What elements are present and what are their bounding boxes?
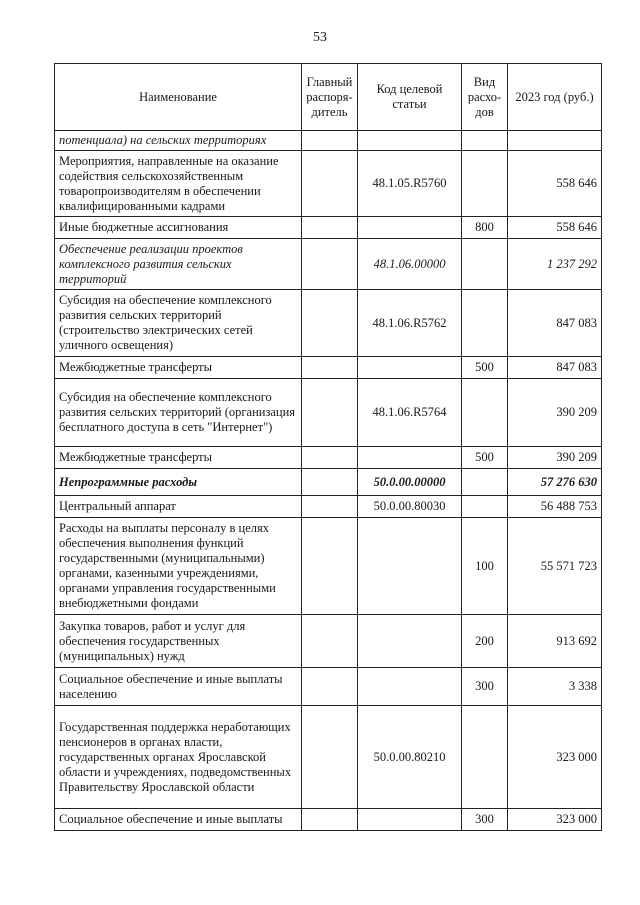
row-amount: 3 338 [508,668,602,706]
row-name: Межбюджетные трансферты [55,357,302,379]
row-target-code [358,615,462,668]
row-name: Государственная поддержка неработающих пенсионеров в органах власти, государственных органах Ярославской области и учреждениях, подведомственных Правительству Ярославской области [55,706,302,809]
table-row [55,469,602,496]
row-target-code: 50.0.00.00000 [358,469,462,496]
row-expense-type: 200 [462,615,508,668]
row-main-manager [302,668,358,706]
row-expense-type: 300 [462,809,508,831]
table-row [55,290,602,357]
table-row [55,668,602,706]
row-main-manager [302,469,358,496]
row-expense-type: 500 [462,357,508,379]
row-expense-type [462,379,508,447]
table-row [55,496,602,518]
row-amount [508,131,602,151]
row-expense-type [462,290,508,357]
row-expense-type: 800 [462,217,508,239]
row-target-code [358,668,462,706]
row-expense-type [462,469,508,496]
row-main-manager [302,496,358,518]
row-amount: 55 571 723 [508,518,602,615]
row-expense-type: 100 [462,518,508,615]
row-name: Субсидия на обеспечение комплексного развития сельских территорий (организация бесплатного доступа в сеть "Интернет") [55,379,302,447]
table-row [55,615,602,668]
table-row [55,518,602,615]
row-main-manager [302,615,358,668]
row-main-manager [302,217,358,239]
row-target-code: 50.0.00.80030 [358,496,462,518]
row-amount: 847 083 [508,290,602,357]
row-main-manager [302,809,358,831]
header-target-code: Код целевой статьи [358,64,462,131]
row-amount: 323 000 [508,809,602,831]
row-name: Непрограммные расходы [55,469,302,496]
row-target-code [358,357,462,379]
row-target-code: 48.1.06.00000 [358,239,462,290]
row-expense-type: 500 [462,447,508,469]
row-amount: 323 000 [508,706,602,809]
row-main-manager [302,131,358,151]
row-target-code: 48.1.05.R5760 [358,151,462,217]
row-name: потенциала) на сельских территориях [55,131,302,151]
row-target-code [358,518,462,615]
row-main-manager [302,518,358,615]
row-main-manager [302,290,358,357]
row-main-manager [302,447,358,469]
row-main-manager [302,379,358,447]
row-amount: 558 646 [508,217,602,239]
row-amount: 56 488 753 [508,496,602,518]
row-target-code [358,217,462,239]
row-name: Обеспечение реализации проектов комплексного развития сельских территорий [55,239,302,290]
page-number: 53 [313,30,327,45]
row-amount: 913 692 [508,615,602,668]
row-expense-type [462,239,508,290]
row-target-code [358,131,462,151]
table-row [55,447,602,469]
row-expense-type [462,706,508,809]
row-expense-type [462,151,508,217]
row-main-manager [302,357,358,379]
budget-table [54,63,602,831]
header-expense-type: Вид расхо-дов [462,64,508,131]
row-name: Субсидия на обеспечение комплексного развития сельских территорий (строительство электрических сетей уличного освещения) [55,290,302,357]
table-row [55,809,602,831]
header-amount-2023: 2023 год (руб.) [508,64,602,131]
table-header-row [55,64,602,131]
table-row [55,239,602,290]
row-amount: 57 276 630 [508,469,602,496]
row-expense-type [462,131,508,151]
row-amount: 390 209 [508,447,602,469]
row-target-code: 50.0.00.80210 [358,706,462,809]
row-name: Социальное обеспечение и иные выплаты [55,809,302,831]
row-amount: 390 209 [508,379,602,447]
row-name: Закупка товаров, работ и услуг для обеспечения государственных (муниципальных) нужд [55,615,302,668]
row-target-code [358,809,462,831]
header-name: Наименование [55,64,302,131]
table-row [55,151,602,217]
row-name: Центральный аппарат [55,496,302,518]
row-expense-type [462,496,508,518]
row-main-manager [302,151,358,217]
row-name: Расходы на выплаты персоналу в целях обеспечения выполнения функций государственными (муниципальными) органами, казенными учреждениями, органами управления государственными внебюджетными фондами [55,518,302,615]
table-row [55,357,602,379]
row-name: Иные бюджетные ассигнования [55,217,302,239]
table-row [55,131,602,151]
table-row [55,217,602,239]
row-amount: 558 646 [508,151,602,217]
row-amount: 1 237 292 [508,239,602,290]
row-main-manager [302,706,358,809]
header-main-manager: Главный распоря-дитель [302,64,358,131]
table-row [55,379,602,447]
row-target-code: 48.1.06.R5762 [358,290,462,357]
table-row [55,706,602,809]
row-target-code [358,447,462,469]
row-name: Межбюджетные трансферты [55,447,302,469]
row-target-code: 48.1.06.R5764 [358,379,462,447]
row-main-manager [302,239,358,290]
row-expense-type: 300 [462,668,508,706]
row-amount: 847 083 [508,357,602,379]
row-name: Мероприятия, направленные на оказание содействия сельскохозяйственным товаропроизводителям в обеспечении квалифицированными кадрами [55,151,302,217]
row-name: Социальное обеспечение и иные выплаты населению [55,668,302,706]
